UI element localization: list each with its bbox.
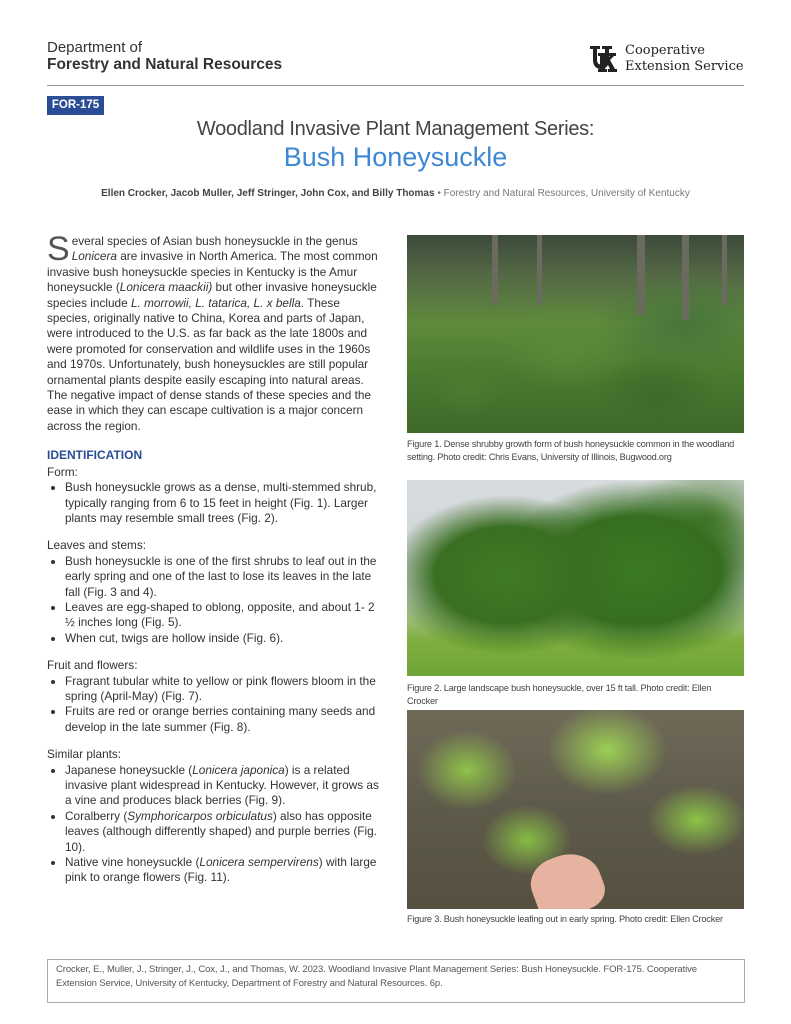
list-item: • Fruits are red or orange berries containing many seeds and develop in the late summer (Fig. 8). (65, 704, 379, 735)
similar-list (47, 763, 379, 886)
figure-1-photo (407, 235, 744, 433)
figure-2-caption: Figure 2. Large landscape bush honeysuckle, over 15 ft tall. Photo credit: Ellen Crocker (407, 683, 712, 706)
leaves-list (47, 554, 379, 646)
intro-paragraph (47, 230, 379, 434)
list-item: • Leaves are egg-shaped to oblong, opposite, and about 1- 2 ½ inches long (Fig. 5). (65, 600, 379, 631)
figure-3-caption: Figure 3. Bush honeysuckle leafing out in early spring. Photo credit: Ellen Crocker (407, 914, 723, 924)
species-name: Lonicera sempervirens (199, 855, 319, 870)
similar-text: Japanese honeysuckle ( (65, 762, 193, 777)
tree-trunk (637, 235, 645, 315)
identification-heading: IDENTIFICATION (47, 448, 143, 463)
form-list (47, 480, 379, 526)
extension-line1: Cooperative (625, 43, 705, 58)
author-line (0, 188, 791, 199)
list-item (65, 763, 379, 809)
other-species: L. morrowii, L. tatarica, L. x bella (130, 295, 301, 310)
tree-trunk (492, 235, 498, 305)
similar-label: Similar plants: (47, 747, 122, 762)
similar-text: Native vine honeysuckle ( (65, 855, 200, 870)
list-item: • When cut, twigs are hollow inside (Fig. 6). (65, 631, 379, 646)
amur-name: Lonicera maackii) (119, 280, 213, 295)
intro-text-4: . These species, originally native to China, Korea and parts of Japan, were introduced to the U.S. as far back as the late 1800s and were promoted for conservation and wildlife uses in the 1960s and 1970s. Unfortunately, bush honeysuckles are still popular ornamental plants despite easily escaping into natural areas. The negative impact of dense stands of these species and the ease in which they can escape cultivation is a major concern across the region. (47, 295, 371, 433)
publication-number-badge: FOR-175 (47, 96, 104, 115)
header-divider (47, 85, 744, 86)
fruit-label: Fruit and flowers: (47, 658, 138, 673)
extension-line2: Extension Service (625, 59, 744, 74)
intro-text-2: are invasive in North America. The most common invasive bush honeysuckle species in Kentucky is the Amur honeysuckle ( (47, 249, 378, 295)
list-item (65, 855, 379, 886)
author-names: Ellen Crocker, Jacob Muller, Jeff Stringer, John Cox, and Billy Thomas (101, 188, 435, 199)
figure-1-caption: Figure 1. Dense shrubby growth form of bush honeysuckle common in the woodland setting. Photo credit: Chris Evans, University of Illinois, Bugwood.org (407, 439, 735, 462)
author-separator: • (437, 188, 441, 199)
tree-trunk (682, 235, 689, 320)
similar-text: Coralberry ( (65, 808, 128, 823)
author-affiliation: Forestry and Natural Resources, University of Kentucky (443, 188, 690, 199)
drop-cap: S (47, 230, 70, 268)
figure-2-photo (407, 480, 744, 676)
intro-text-3: but other invasive honeysuckle species include (47, 280, 377, 310)
fruit-list (47, 674, 379, 736)
department-label: Department of (47, 39, 143, 56)
tree-trunk (722, 235, 727, 305)
tree-trunk (537, 235, 542, 305)
leaves-label: Leaves and stems: (47, 538, 147, 553)
extension-name (625, 43, 744, 75)
list-item: • Bush honeysuckle is one of the first shrubs to leaf out in the early spring and one of the last to lose its leaves in the late fall (Fig. 3 and 4). (65, 554, 379, 600)
species-name: Lonicera japonica (192, 762, 285, 777)
figure-3-photo (407, 710, 744, 909)
uk-logo-icon (588, 43, 622, 75)
genus-name: Lonicera (71, 249, 117, 264)
list-item: • Bush honeysuckle grows as a dense, multi-stemmed shrub, typically ranging from 6 to 15 feet in height (Fig. 1). Larger plants may resemble small trees (Fig. 2). (65, 480, 379, 526)
citation-box: Crocker, E., Muller, J., Stringer, J., Cox, J., and Thomas, W. 2023. Woodland Invasive Plant Management Series: Bush Honeysuckle. FOR-175. Cooperative Extension Service, University of Kentucky, Department of Forestry and Natural Resources. 6p. (47, 959, 745, 1003)
similar-text: ) is a related invasive plant widespread in Kentucky. However, it grows as a vine and produces black berries (Fig. 9). (65, 762, 379, 808)
form-label: Form: (47, 464, 78, 479)
department-name: Forestry and Natural Resources (47, 56, 283, 73)
main-text-column (47, 230, 379, 886)
list-item: • Fragrant tubular white to yellow or pink flowers bloom in the spring (April-May) (Fig. 7). (65, 674, 379, 705)
species-name: Symphoricarpos orbiculatus (127, 808, 273, 823)
cooperative-extension-logo (588, 43, 748, 77)
page-title: Bush Honeysuckle (283, 142, 508, 172)
intro-text-1: everal species of Asian bush honeysuckle in the genus (71, 234, 358, 248)
series-title: Woodland Invasive Plant Management Series: (196, 118, 595, 140)
similar-text: ) with large pink to orange flowers (Fig. 11). (65, 855, 377, 885)
list-item (65, 809, 379, 855)
hand-shape (524, 845, 610, 909)
similar-text: ) also has opposite leaves (although differently shaped) and purple berries (Fig. 10). (65, 808, 377, 854)
